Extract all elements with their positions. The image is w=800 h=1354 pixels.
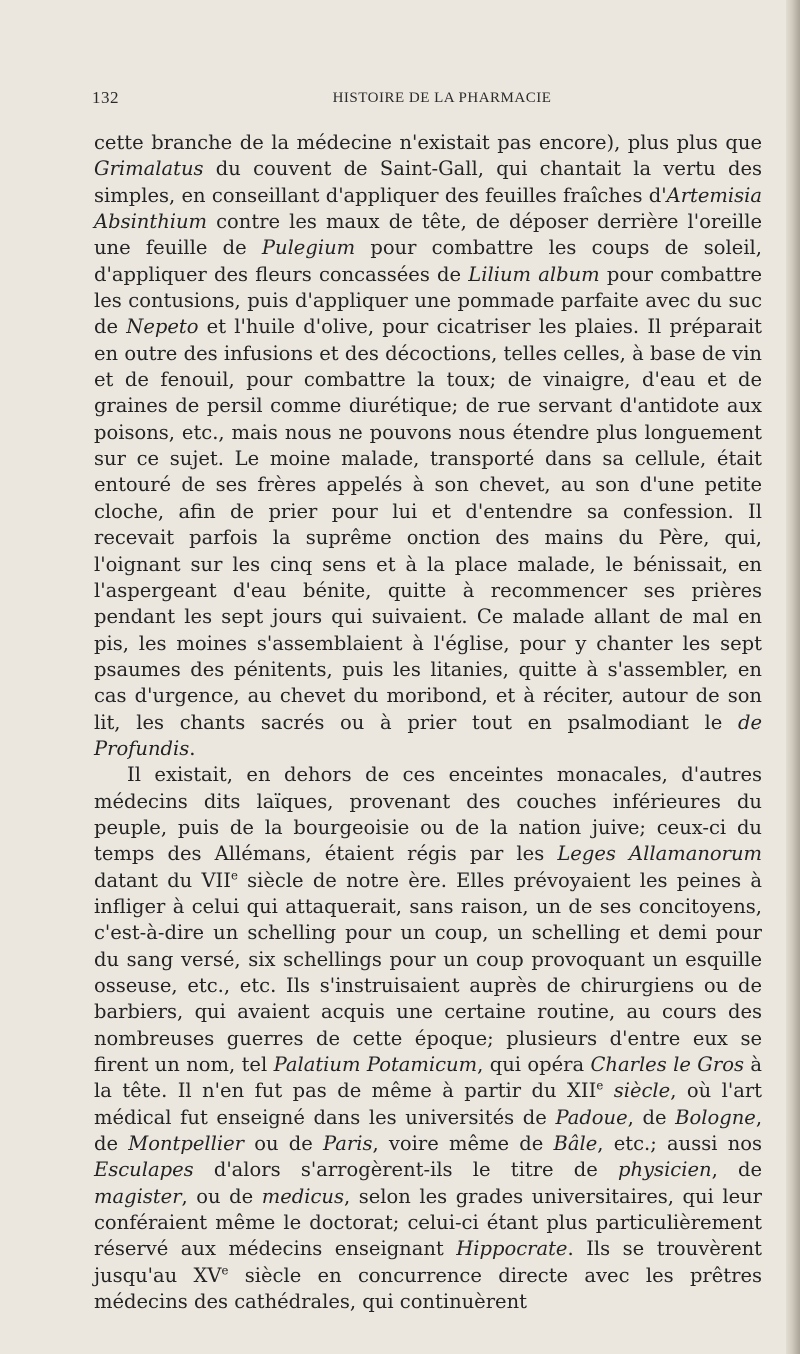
page-number: 132 [92, 88, 119, 107]
italic-term: physicien [618, 1158, 712, 1182]
text-run: . [189, 736, 196, 760]
text-run: et l'huile d'olive, pour cicatriser les plaies. Il préparait en outre des infusions et des décoctions, telles celles, à base de vin et de fenouil, pour combattre la toux; de vinaigre, d'eau et de graines de persil comme diurétique; de rue servant d'antidote aux poisons, etc., mais nous ne pouvons nous étendre plus longuement sur ce sujet. Le moine malade, transporté dans sa cellule, était entouré de ses frères appelés à son chevet, au son d'une petite cloche, afin de prier pour lui et d'entendre sa confession. Il recevait parfois la suprême onction des mains du Père, qui, l'oignant sur les cinq sens et à la place malade, le bénissait, en l'aspergeant d'eau bénite, quitte à recommencer ses prières pendant les sept jours qui suivaient. Ce malade allant de mal en pis, les moines s'assemblaient à l'église, pour y chanter les sept psaumes des pénitents, puis les litanies, quitte à s'assembler, en cas d'urgence, au chevet du moribond, et à réciter, autour de son lit, les chants sacrés ou à prier tout en psalmodiant le [94, 315, 762, 734]
italic-term: medicus [261, 1184, 344, 1208]
text-run: du couvent de Saint-Gall, qui chantait la vertu des simples, en conseillant d'appliquer des feuilles fraîches d' [94, 157, 762, 207]
text-run: siècle en concurrence directe avec les prêtres médecins des cathédrales, qui continuèrent [94, 1263, 762, 1314]
italic-term: Hippocrate [456, 1237, 568, 1261]
page-edge-shadow [786, 0, 800, 1354]
text-run: , selon les grades universitaires, qui leur conféraient même le doctorat; celui-ci étant plus particulièrement réservé aux médecins enseignant [94, 1184, 762, 1261]
paragraph [94, 130, 762, 762]
superscript: e [230, 868, 238, 883]
text-run: ou de [243, 1132, 324, 1156]
text-run: cette branche de la médecine n'existait pas encore), plus plus que [94, 131, 762, 154]
text-run [603, 1079, 613, 1102]
italic-term: Montpellier [128, 1132, 244, 1156]
italic-term: Nepeto [126, 315, 199, 339]
text-run: pour combattre les contusions, puis d'appliquer une pommade parfaite avec du suc de [94, 262, 762, 339]
italic-term: Bâle [553, 1132, 598, 1156]
text-run: Il existait, en dehors de ces enceintes monacales, d'autres médecins dits laïques, provenant des couches inférieures du peuple, puis de la bourgeoisie ou de la nation juive; ceux-ci du temps des Allémans, étaient régis par les [94, 763, 762, 866]
text-run: XV [193, 1263, 222, 1287]
italic-term: Esculapes [94, 1158, 194, 1182]
text-run: , de [94, 1105, 763, 1156]
text-run: XII [567, 1079, 597, 1103]
italic-term: siècle [613, 1079, 671, 1103]
italic-term: magister [94, 1184, 182, 1208]
text-run: VII [201, 868, 231, 892]
running-title: HISTOIRE DE LA PHARMACIE [332, 90, 552, 106]
superscript: e [596, 1078, 604, 1093]
italic-term: Charles le Gros [590, 1053, 744, 1077]
paragraph [94, 762, 762, 1315]
italic-term: Leges Allamanorum [557, 842, 762, 866]
italic-term: Grimalatus [94, 157, 204, 181]
italic-term: Padoue [555, 1105, 628, 1129]
text-run: , de [627, 1105, 676, 1129]
text-run: , ou de [181, 1184, 262, 1208]
italic-term: Artemisia Absinthium [94, 183, 762, 234]
text-run: siècle de notre ère. Elles prévoyaient les peines à infliger à celui qui attaquerait, sans raison, un de ses concitoyens, c'est-à-dire un schelling pour un coup, un schelling et demi pour du sang versé, six schellings pour un coup provoquant un esquille osseuse, etc., etc. Ils s'instruisaient auprès de chirurgiens ou de barbiers, qui avaient acquis une certaine routine, au cours des nombreuses guerres de cette époque; plusieurs d'entre eux se firent un nom, tel [94, 868, 762, 1077]
text-run: datant du [94, 868, 202, 892]
superscript: e [221, 1263, 229, 1278]
italic-term: Paris [323, 1132, 373, 1156]
italic-term: Bologne [675, 1105, 756, 1129]
text-run: , où l'art médical fut enseigné dans les universités de [94, 1079, 762, 1129]
text-run: , etc.; aussi nos [597, 1132, 762, 1156]
italic-term: Lilium album [468, 262, 600, 286]
text-run: , voire même de [372, 1132, 554, 1156]
text-run: , de [711, 1158, 763, 1182]
italic-term: Palatium Potamicum [273, 1053, 478, 1077]
text-run: . Ils se trouvèrent jusqu'au [94, 1237, 763, 1287]
italic-term: de Profundis [94, 710, 762, 760]
text-run: contre les maux de tête, de déposer derrière l'oreille une feuille de [94, 210, 762, 260]
text-run: , qui opéra [477, 1053, 591, 1077]
text-run: pour combattre les coups de soleil, d'appliquer des fleurs concassées de [94, 236, 762, 286]
running-header [92, 88, 762, 112]
italic-term: Pulegium [261, 236, 356, 260]
text-run: à la tête. Il n'en fut pas de même à partir du [94, 1053, 762, 1103]
text-run: d'alors s'arrogèrent-ils le titre de [193, 1158, 618, 1182]
body-text [94, 130, 762, 1315]
